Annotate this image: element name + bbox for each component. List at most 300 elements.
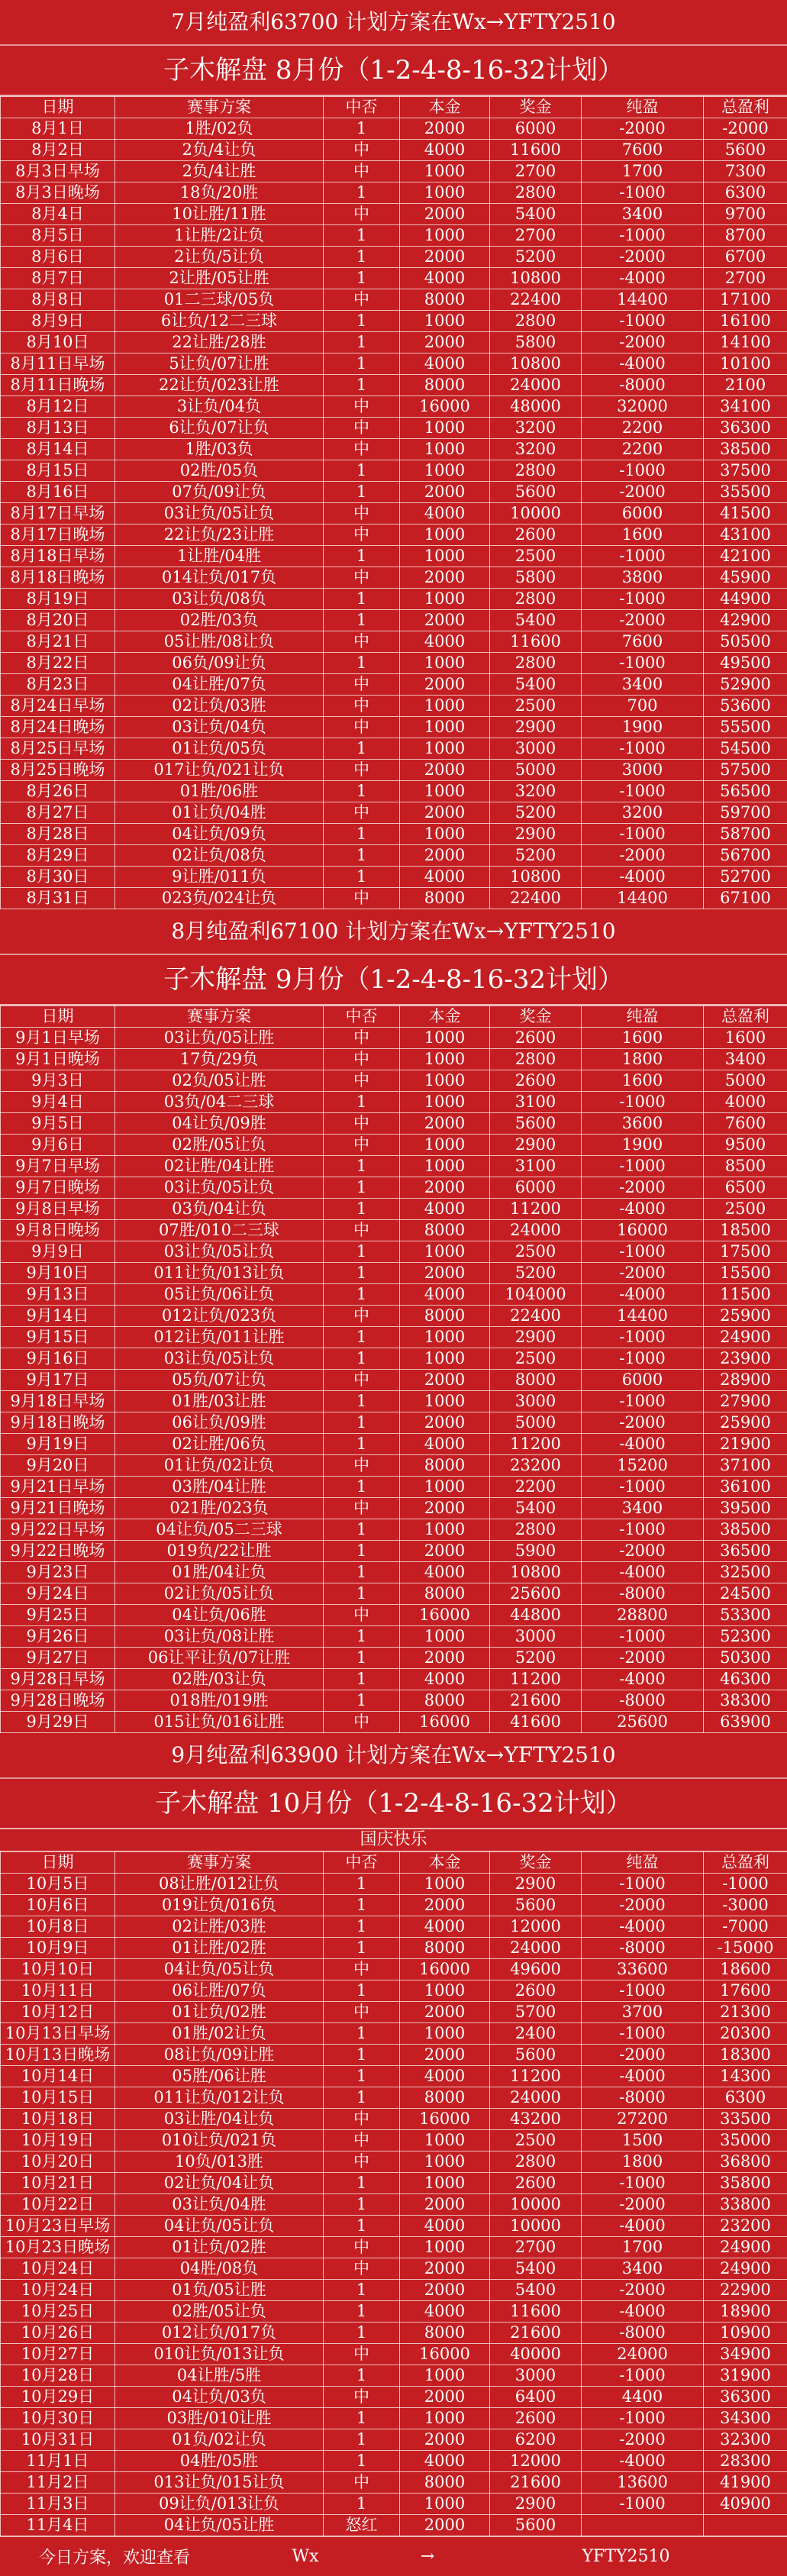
table-cell: 04让负/09胜 — [115, 1113, 324, 1135]
table-cell: 33500 — [704, 2109, 787, 2130]
table-cell: 33800 — [704, 2194, 787, 2216]
table-row — [1, 182, 787, 204]
table-cell: 18600 — [704, 1959, 787, 1980]
table-cell: 1600 — [704, 1028, 787, 1049]
table-cell: 05让负/06让负 — [115, 1284, 324, 1306]
table-cell: 012让负/023负 — [115, 1306, 324, 1327]
table-cell: 24000 — [582, 2344, 704, 2365]
table-cell: 2800 — [490, 589, 582, 610]
table-cell: 03让负/04负 — [115, 717, 324, 738]
table-cell: -8000 — [582, 2323, 704, 2344]
table-cell: 12000 — [490, 1916, 582, 1938]
table-cell: 中 — [324, 204, 400, 225]
table-cell: 3100 — [490, 1156, 582, 1177]
table-cell: 24900 — [704, 2237, 787, 2258]
table-cell: 16000 — [400, 396, 490, 418]
table-cell: -2000 — [582, 1177, 704, 1199]
table-cell: 1 — [324, 2494, 400, 2515]
table-row — [1, 674, 787, 696]
table-cell: 5600 — [490, 2515, 582, 2536]
table-cell: 1 — [324, 2301, 400, 2323]
table-cell: 11200 — [490, 1199, 582, 1220]
table-row — [1, 802, 787, 824]
table-cell: 5400 — [490, 610, 582, 631]
table-cell: 2000 — [400, 1177, 490, 1199]
table-cell: 24000 — [490, 375, 582, 396]
table-cell: 中 — [324, 289, 400, 311]
table-cell: 9月29日 — [1, 1712, 115, 1733]
table-cell: 8500 — [704, 1156, 787, 1177]
table-cell: -1000 — [582, 2173, 704, 2194]
table-cell: 2900 — [490, 1327, 582, 1348]
table-cell: 01让负/02让负 — [115, 1455, 324, 1477]
table-cell: 8000 — [400, 289, 490, 311]
section-note: 国庆快乐 — [0, 1829, 787, 1851]
table-cell: 中 — [324, 760, 400, 781]
table-cell: -1000 — [582, 738, 704, 760]
table-cell: 2800 — [490, 2152, 582, 2173]
table-cell: 03让负/08让胜 — [115, 1626, 324, 1648]
table-cell: 32500 — [704, 1562, 787, 1583]
table-row — [1, 567, 787, 589]
table-row — [1, 2173, 787, 2194]
table-cell: -4000 — [582, 353, 704, 375]
footer-bar — [0, 2536, 787, 2576]
table-cell: 1000 — [400, 2130, 490, 2152]
table-cell: 10月30日 — [1, 2408, 115, 2429]
table-cell: 8月29日 — [1, 845, 115, 867]
table-row — [1, 2494, 787, 2515]
table-cell: 39500 — [704, 1498, 787, 1519]
table-cell: 1000 — [400, 738, 490, 760]
table-cell: 700 — [582, 696, 704, 717]
table-cell: 2800 — [490, 653, 582, 674]
table-cell: -2000 — [582, 332, 704, 353]
table-row — [1, 2429, 787, 2451]
table-cell: 17500 — [704, 1241, 787, 1263]
table-row — [1, 247, 787, 268]
table-cell: 10月14日 — [1, 2066, 115, 2087]
table-cell: 104000 — [490, 1284, 582, 1306]
table-cell: 9月13日 — [1, 1284, 115, 1306]
table-cell: 18负/20胜 — [115, 182, 324, 204]
table-cell: 10000 — [490, 2194, 582, 2216]
table-cell: 02让负/05让负 — [115, 1583, 324, 1605]
sections-container — [0, 46, 787, 2536]
table-cell: 中 — [324, 631, 400, 653]
plan-table — [0, 96, 787, 909]
table-cell: 2800 — [490, 311, 582, 332]
table-cell: 1000 — [400, 696, 490, 717]
table-cell: 1 — [324, 268, 400, 289]
table-cell: 1 — [324, 460, 400, 482]
table-cell: 013让负/015让负 — [115, 2472, 324, 2494]
table-cell: -1000 — [582, 182, 704, 204]
table-cell: 15500 — [704, 1263, 787, 1284]
table-cell: 3400 — [582, 204, 704, 225]
table-cell: 10月6日 — [1, 1895, 115, 1916]
table-cell: 07负/09让负 — [115, 482, 324, 503]
table-cell: 9月8日晚场 — [1, 1220, 115, 1241]
table-cell: 2100 — [704, 375, 787, 396]
table-cell: 中 — [324, 1306, 400, 1327]
table-cell: -8000 — [582, 1938, 704, 1959]
table-cell: 03负/04二三球 — [115, 1092, 324, 1113]
table-row — [1, 1626, 787, 1648]
table-cell: -2000 — [582, 2280, 704, 2301]
table-cell: 1 — [324, 118, 400, 140]
table-cell: 02胜/03让负 — [115, 1669, 324, 1690]
table-cell: -8000 — [582, 375, 704, 396]
table-cell: 8月22日 — [1, 653, 115, 674]
table-cell: 1000 — [400, 1028, 490, 1049]
table-cell: 9月21日早场 — [1, 1477, 115, 1498]
table-cell: 1 — [324, 2194, 400, 2216]
table-row — [1, 1028, 787, 1049]
table-cell: 9700 — [704, 204, 787, 225]
table-cell: 5400 — [490, 204, 582, 225]
table-cell: 2800 — [490, 1519, 582, 1541]
table-cell: 34100 — [704, 396, 787, 418]
table-cell: -15000 — [704, 1938, 787, 1959]
table-cell: 中 — [324, 2472, 400, 2494]
table-row — [1, 1938, 787, 1959]
table-row — [1, 353, 787, 375]
table-cell: 010让负/021负 — [115, 2130, 324, 2152]
table-cell: 4000 — [400, 353, 490, 375]
table-row — [1, 2130, 787, 2152]
table-cell: 2700 — [490, 225, 582, 247]
table-row — [1, 2365, 787, 2387]
table-cell: 8000 — [490, 1370, 582, 1391]
table-cell: 2900 — [490, 1135, 582, 1156]
footer-wx: Wx — [229, 2547, 382, 2566]
table-cell: 41900 — [704, 2472, 787, 2494]
table-cell: 4000 — [400, 140, 490, 161]
table-row — [1, 1434, 787, 1455]
table-cell: 2000 — [400, 1263, 490, 1284]
table-cell: 3000 — [490, 1391, 582, 1412]
table-cell: 1000 — [400, 2173, 490, 2194]
table-cell: 中 — [324, 567, 400, 589]
table-cell: 1 — [324, 653, 400, 674]
table-cell: 5400 — [490, 2280, 582, 2301]
table-cell: 3100 — [490, 1092, 582, 1113]
table-cell: 3400 — [704, 1049, 787, 1070]
table-cell: 16100 — [704, 311, 787, 332]
table-cell: 1000 — [400, 1519, 490, 1541]
column-header: 总盈利 — [704, 97, 787, 118]
table-cell: 4000 — [400, 1916, 490, 1938]
table-cell: -1000 — [582, 2494, 704, 2515]
table-row — [1, 781, 787, 802]
table-cell: 22900 — [704, 2280, 787, 2301]
table-cell: 1 — [324, 1177, 400, 1199]
table-cell: 1 — [324, 2173, 400, 2194]
table-cell: 9月16日 — [1, 1348, 115, 1370]
table-cell: 14400 — [582, 289, 704, 311]
table-cell: 2000 — [400, 2194, 490, 2216]
table-row — [1, 867, 787, 888]
table-cell: 8月24日早场 — [1, 696, 115, 717]
table-cell: 24900 — [704, 1327, 787, 1348]
table-cell: 中 — [324, 503, 400, 525]
table-cell: 1000 — [400, 161, 490, 182]
table-cell: 8月3日晚场 — [1, 182, 115, 204]
table-cell: 02让负/08负 — [115, 845, 324, 867]
table-cell: 9月1日晚场 — [1, 1049, 115, 1070]
table-cell: 2700 — [490, 2237, 582, 2258]
table-cell: -4000 — [582, 867, 704, 888]
table-cell: 2000 — [400, 1498, 490, 1519]
table-cell: 1000 — [400, 1156, 490, 1177]
table-row — [1, 311, 787, 332]
table-cell: 8000 — [400, 1690, 490, 1712]
table-cell: 1 — [324, 1348, 400, 1370]
table-row — [1, 396, 787, 418]
table-cell — [582, 2515, 704, 2536]
table-cell: -1000 — [582, 1327, 704, 1348]
table-cell: 4000 — [400, 631, 490, 653]
table-row — [1, 888, 787, 909]
table-cell: 54500 — [704, 738, 787, 760]
table-cell: 6300 — [704, 182, 787, 204]
table-cell: 5200 — [490, 845, 582, 867]
table-cell: 10800 — [490, 1562, 582, 1583]
table-cell: 25600 — [490, 1583, 582, 1605]
table-cell: 1000 — [400, 1092, 490, 1113]
table-row — [1, 1241, 787, 1263]
table-row — [1, 1541, 787, 1562]
table-row — [1, 1562, 787, 1583]
table-cell: 22让负/23让胜 — [115, 525, 324, 546]
table-cell: 01胜/03让胜 — [115, 1391, 324, 1412]
table-cell: 22让负/023让胜 — [115, 375, 324, 396]
table-cell: 10月10日 — [1, 1959, 115, 1980]
table-cell: -4000 — [582, 1284, 704, 1306]
table-row — [1, 2408, 787, 2429]
table-cell: 04让负/03负 — [115, 2387, 324, 2408]
table-cell: -4000 — [582, 2451, 704, 2472]
table-cell: 03让负/05让负 — [115, 1177, 324, 1199]
table-row — [1, 1519, 787, 1541]
table-cell: 8月3日早场 — [1, 161, 115, 182]
table-cell: 07胜/010二三球 — [115, 1220, 324, 1241]
table-cell: 2让胜/05让胜 — [115, 268, 324, 289]
table-cell: 10月11日 — [1, 1980, 115, 2002]
table-row — [1, 696, 787, 717]
table-cell: 1 — [324, 375, 400, 396]
table-cell: 011让负/013让负 — [115, 1263, 324, 1284]
header-row — [1, 97, 787, 118]
table-cell: 1 — [324, 1690, 400, 1712]
table-cell: 7600 — [582, 631, 704, 653]
table-cell: 03让负/05让负 — [115, 503, 324, 525]
table-row — [1, 503, 787, 525]
table-cell: 35500 — [704, 482, 787, 503]
table-cell: 49600 — [490, 1959, 582, 1980]
table-cell: 1 — [324, 1541, 400, 1562]
table-cell: 48000 — [490, 396, 582, 418]
table-row — [1, 760, 787, 781]
table-cell: 9月8日早场 — [1, 1199, 115, 1220]
table-cell: 中 — [324, 1370, 400, 1391]
table-cell: 9月22日晚场 — [1, 1541, 115, 1562]
table-cell: 6000 — [490, 1177, 582, 1199]
table-row — [1, 1690, 787, 1712]
column-header: 奖金 — [490, 97, 582, 118]
table-row — [1, 1455, 787, 1477]
table-cell: 2600 — [490, 1070, 582, 1092]
table-cell: 55500 — [704, 717, 787, 738]
table-cell: 中 — [324, 2258, 400, 2280]
table-cell: 4400 — [582, 2387, 704, 2408]
table-row — [1, 1874, 787, 1895]
table-cell: 8月10日 — [1, 332, 115, 353]
table-cell: 01二三球/05负 — [115, 289, 324, 311]
footer-id: YFTY2510 — [473, 2547, 779, 2566]
table-cell: 10月25日 — [1, 2301, 115, 2323]
table-cell: 1000 — [400, 2365, 490, 2387]
table-cell: 6让负/07让负 — [115, 418, 324, 439]
table-cell: 8000 — [400, 375, 490, 396]
table-cell: 9月22日早场 — [1, 1519, 115, 1541]
table-cell: 1000 — [400, 311, 490, 332]
table-cell: 9月9日 — [1, 1241, 115, 1263]
table-cell: 1 — [324, 1626, 400, 1648]
table-cell: 23900 — [704, 1348, 787, 1370]
table-cell: 3200 — [582, 802, 704, 824]
table-cell: 23200 — [490, 1455, 582, 1477]
table-cell: 015让负/016让胜 — [115, 1712, 324, 1733]
table-cell: 04让负/05二三球 — [115, 1519, 324, 1541]
table-cell: 06让负/09胜 — [115, 1412, 324, 1434]
table-cell: 中 — [324, 1028, 400, 1049]
table-cell: 怒红 — [324, 2515, 400, 2536]
table-cell: 8月25日晚场 — [1, 760, 115, 781]
table-cell: 1000 — [400, 1348, 490, 1370]
table-row — [1, 2237, 787, 2258]
table-cell: 1000 — [400, 525, 490, 546]
table-cell: 18300 — [704, 2045, 787, 2066]
table-cell: 3让负/04负 — [115, 396, 324, 418]
table-cell: 中 — [324, 2130, 400, 2152]
table-row — [1, 2451, 787, 2472]
table-row — [1, 1498, 787, 1519]
table-cell: 1000 — [400, 1626, 490, 1648]
table-cell: 10月18日 — [1, 2109, 115, 2130]
table-row — [1, 1712, 787, 1733]
table-cell: 10月24日 — [1, 2258, 115, 2280]
table-cell: -8000 — [582, 1690, 704, 1712]
table-cell: 1000 — [400, 1070, 490, 1092]
table-cell: 6300 — [704, 2087, 787, 2109]
table-cell: 1 — [324, 2023, 400, 2045]
table-row — [1, 1306, 787, 1327]
table-cell: 32000 — [582, 396, 704, 418]
table-cell: 9月20日 — [1, 1455, 115, 1477]
table-cell: 中 — [324, 2387, 400, 2408]
column-header: 日期 — [1, 1006, 115, 1028]
table-cell: 8月11日早场 — [1, 353, 115, 375]
table-cell: 5600 — [490, 2045, 582, 2066]
table-cell: 1000 — [400, 182, 490, 204]
table-cell: 1000 — [400, 2152, 490, 2173]
table-cell: 中 — [324, 439, 400, 460]
table-cell: 9月17日 — [1, 1370, 115, 1391]
table-cell: 5200 — [490, 1263, 582, 1284]
table-cell: 2500 — [704, 1199, 787, 1220]
table-cell: 1900 — [582, 717, 704, 738]
table-cell: 1000 — [400, 439, 490, 460]
table-cell: 28900 — [704, 1370, 787, 1391]
table-cell: 中 — [324, 1135, 400, 1156]
table-row — [1, 2472, 787, 2494]
table-cell: 10月13日早场 — [1, 2023, 115, 2045]
table-cell: 中 — [324, 802, 400, 824]
table-cell: 9月7日早场 — [1, 1156, 115, 1177]
table-row — [1, 225, 787, 247]
table-cell: 中 — [324, 2344, 400, 2365]
table-cell: 28800 — [582, 1605, 704, 1626]
table-cell: 1600 — [582, 1028, 704, 1049]
table-cell: 5600 — [490, 1113, 582, 1135]
table-cell: 8000 — [400, 1938, 490, 1959]
table-row — [1, 1895, 787, 1916]
column-header: 日期 — [1, 97, 115, 118]
table-row — [1, 460, 787, 482]
table-cell: 16000 — [400, 2344, 490, 2365]
table-cell: 21600 — [490, 2323, 582, 2344]
plan-table — [0, 1006, 787, 1733]
table-cell: 22400 — [490, 289, 582, 311]
table-cell: 10月8日 — [1, 1916, 115, 1938]
table-cell: 11月3日 — [1, 2494, 115, 2515]
table-cell: 5400 — [490, 674, 582, 696]
table-row — [1, 2323, 787, 2344]
table-row — [1, 1070, 787, 1092]
table-cell: 02胜/05让负 — [115, 2301, 324, 2323]
table-cell: 8月11日晚场 — [1, 375, 115, 396]
table-cell: 04让负/05让胜 — [115, 2515, 324, 2536]
table-cell: 5600 — [704, 140, 787, 161]
table-cell: -1000 — [582, 225, 704, 247]
table-cell: 2500 — [490, 1241, 582, 1263]
table-cell: 10月12日 — [1, 2002, 115, 2023]
table-cell: -1000 — [582, 1092, 704, 1113]
table-cell: 1 — [324, 2408, 400, 2429]
table-cell: 1 — [324, 867, 400, 888]
table-cell: 012让负/017负 — [115, 2323, 324, 2344]
table-cell: 8月24日晚场 — [1, 717, 115, 738]
table-cell: 1000 — [400, 1049, 490, 1070]
table-cell: 21600 — [490, 2472, 582, 2494]
table-cell: -3000 — [704, 1895, 787, 1916]
table-cell: 014让负/017负 — [115, 567, 324, 589]
table-cell: 6000 — [582, 1370, 704, 1391]
table-cell: 5800 — [490, 567, 582, 589]
table-cell: 18500 — [704, 1220, 787, 1241]
table-cell: -1000 — [582, 1241, 704, 1263]
table-cell: 17负/29负 — [115, 1049, 324, 1070]
table-cell: 02胜/05让负 — [115, 1135, 324, 1156]
table-cell: 32300 — [704, 2429, 787, 2451]
table-cell: 20300 — [704, 2023, 787, 2045]
table-cell: 01胜/06胜 — [115, 781, 324, 802]
table-cell: 2000 — [400, 1895, 490, 1916]
table-cell: 1000 — [400, 418, 490, 439]
table-cell: 8000 — [400, 1455, 490, 1477]
